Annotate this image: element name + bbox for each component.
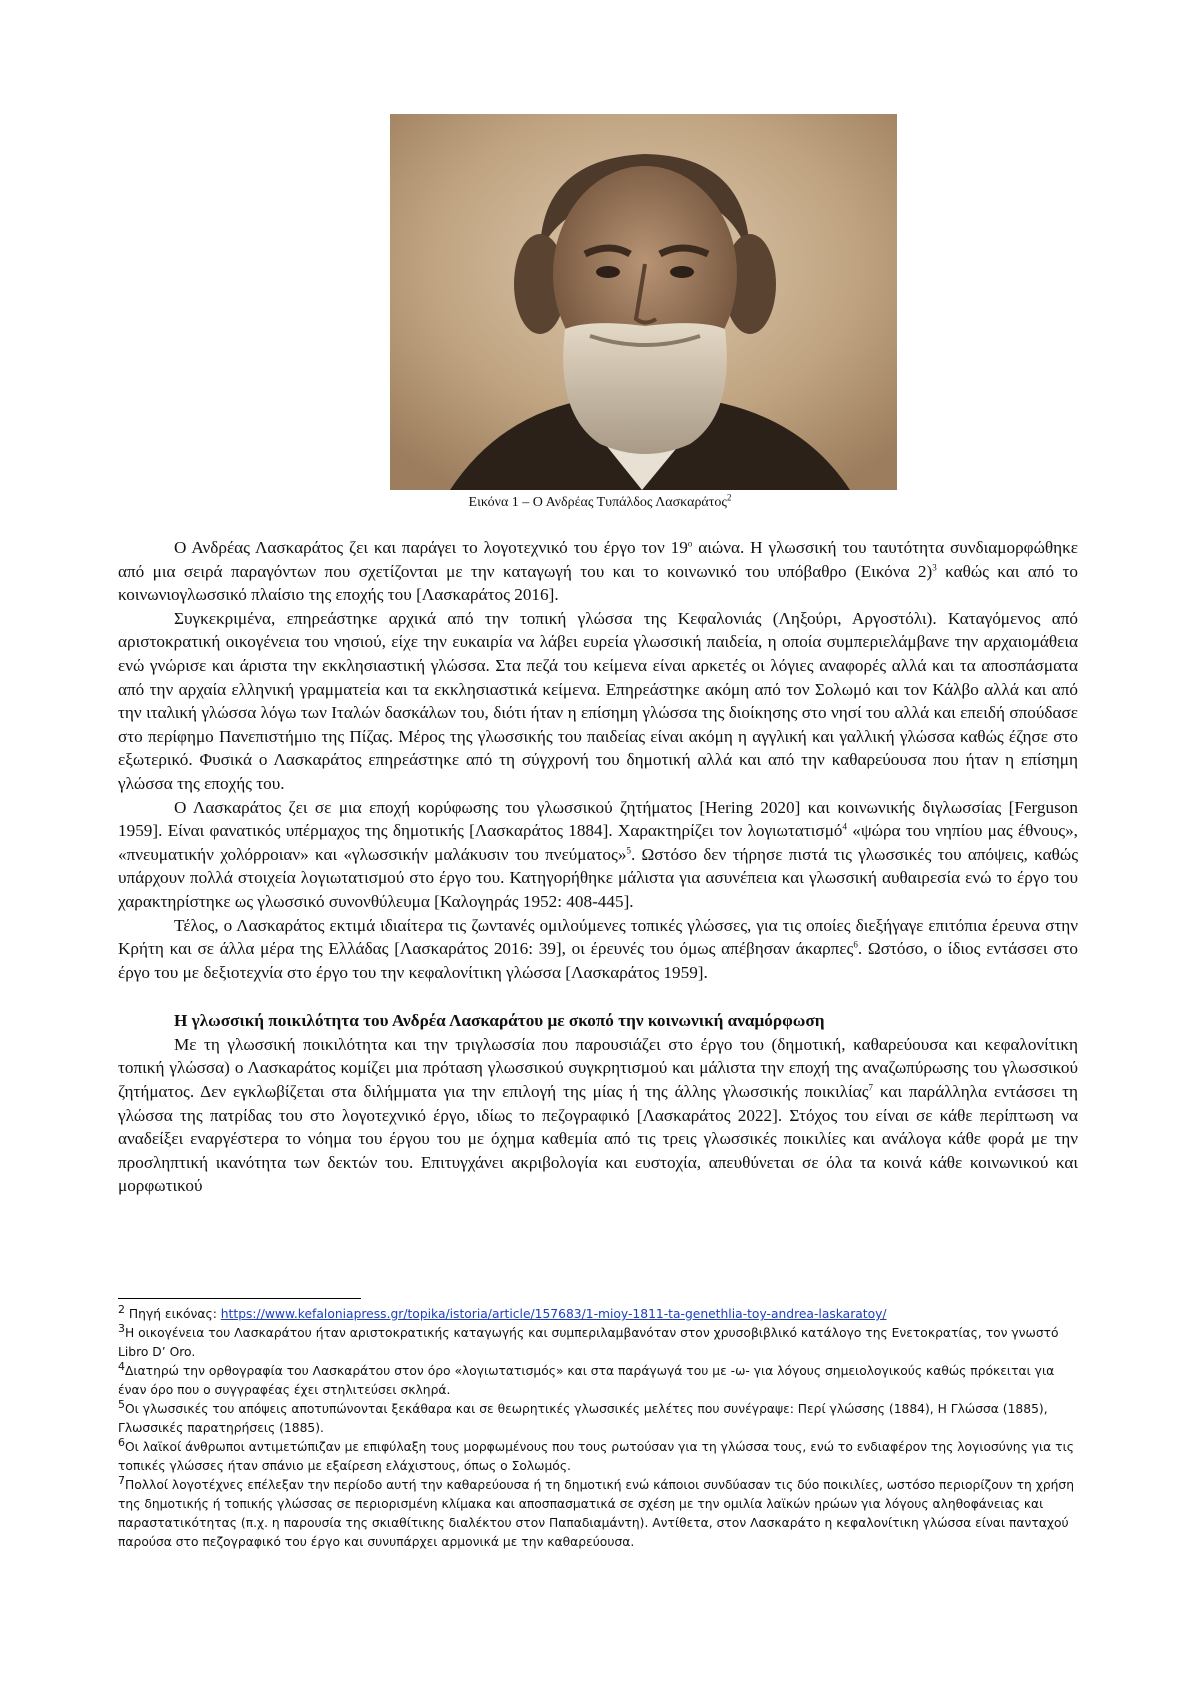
superscript: ο — [687, 538, 693, 549]
footnote-number: 4 — [118, 1359, 125, 1373]
superscript: 7 — [868, 1082, 874, 1093]
footnote-3 — [118, 1321, 1078, 1362]
text-run: Συγκεκριμένα, επηρεάστηκε αρχικά από την τοπική γλώσσα της Κεφαλονιάς (Ληξούρι, Αργοστόλι). Καταγόμενος από αριστοκρατική οικογένεια του νησιού, είχε την ευκαιρία να λάβει ευρεία γλωσσική παιδεία, η οποία συμπεριελάμβανε την αρχαιομάθεια ενώ γνώρισε και άριστα την εκκλησιαστική γλώσσα. Στα πεζά του κείμενα είναι αρκετές οι λόγιες αναφορές αλλά και τα αποσπάσματα από την αρχαία ελληνική γραμματεία και τα εκκλησιαστικά κείμενα. Επηρεάστηκε ακόμη από τον Σολωμό και τον Κάλβο αλλά και από την ιταλική γλώσσα λόγω των Ιταλών δασκάλων του, διότι ήταν η επίσημη γλώσσα της διοίκησης στο νησί του αλλά και επειδή σπούδασε στο περίφημο Πανεπιστήμιο της Πίζας. Μέρος της γλωσσικής του παιδείας είναι ακόμη η αγγλική και γαλλική γλώσσα καθώς έζησε στο εξωτερικό. Φυσικά ο Λασκαράτος επηρεάστηκε από τη σύγχρονή του δημοτική αλλά και από την καθαρεύουσα που ήταν η επίσημη γλώσσα της εποχής του. — [118, 608, 1078, 793]
footnote-4 — [118, 1359, 1078, 1400]
article-body — [118, 536, 1078, 1198]
figure-caption-footnote-ref: 2 — [726, 492, 732, 503]
paragraph-3 — [118, 796, 1078, 914]
footnote-6 — [118, 1435, 1078, 1476]
paragraph-2 — [118, 607, 1078, 796]
text-run: Ο Ανδρέας Λασκαράτος ζει και παράγει το λογοτεχνικό του έργο τον 19 — [174, 538, 688, 557]
footnote-number: 6 — [118, 1435, 125, 1449]
footnote-text: Οι λαϊκοί άνθρωποι αντιμετώπιζαν με επιφύλαξη τους μορφωμένους που τους ρωτούσαν για τη γλώσσα τους, ενώ το ενδιαφέρον της λογιοσύνης για τις τοπικές γλώσσες ήταν σπάνιο με εξαίρεση ελάχιστους, όπως ο Σολωμός. — [118, 1440, 1074, 1473]
text-run: αιώνα. Η γλωσσική του ταυτότητα συνδιαμορφώθηκε από μια σειρά παραγόντων που σχετίζονται με την καταγωγή του και το κοινωνικό του υπόβαθρο (Εικόνα 2) — [118, 538, 1078, 581]
text-run: Με τη γλωσσική ποικιλότητα και την τριγλωσσία που παρουσιάζει στο έργο του (δημοτική, καθαρεύουσα και κεφαλονίτικη τοπική γλώσσα) ο Λασκαράτος κομίζει μια πρόταση γλωσσικού συγκρητισμού και μάλιστα την εποχή της αναζωπύρωσης του γλωσσικού ζητήματος. Δεν εγκλωβίζεται στα διλήμματα για την επιλογή της μίας ή της άλλης γλωσσικής ποικιλίας — [118, 1034, 1078, 1102]
footnote-number: 5 — [118, 1397, 125, 1411]
portrait-figure — [390, 114, 897, 490]
footnote-number: 3 — [118, 1321, 125, 1335]
footnote-text: Η οικογένεια του Λασκαράτου ήταν αριστοκρατικής καταγωγής και συμπεριλαμβανόταν στον χρυσοβιβλικό κατάλογο της Ενετοκρατίας, τον γνωστό Libro D’ Oro. — [118, 1326, 1059, 1359]
footnote-text: Οι γλωσσικές του απόψεις αποτυπώνονται ξεκάθαρα και σε θεωρητικές γλωσσικές μελέτες που συνέγραψε: Περί γλώσσης (1884), Η Γλώσσα (1885), Γλωσσικές παρατηρήσεις (1885). — [118, 1402, 1048, 1435]
superscript: 4 — [842, 821, 847, 832]
figure-caption-text: Εικόνα 1 – Ο Ανδρέας Τυπάλδος Λασκαράτος — [468, 495, 727, 510]
footnote-rule — [118, 1298, 361, 1299]
footnote-5 — [118, 1397, 1078, 1438]
text-run: Ο Λασκαράτος ζει σε μια εποχή κορύφωσης του γλωσσικού ζητήματος [Hering 2020] και κοινωνικής διγλωσσίας [Ferguson 1959]. Είναι φανατικός υπέρμαχος της δημοτικής [Λασκαράτος 1884]. Χαρακτηρίζει τον λογιωτατισμό — [118, 797, 1078, 841]
paragraph-4 — [118, 914, 1078, 985]
text-run: Τέλος, ο Λασκαράτος εκτιμά ιδιαίτερα τις ζωντανές ομιλούμενες τοπικές γλώσσες, για τις οποίες διεξήγαγε επιτόπια έρευνα στην Κρήτη και σε άλλα μέρα της Ελλάδας [Λασκαράτος 2016: 39], οι έρευνές του όμως απέβησαν άκαρπες — [118, 915, 1078, 959]
footnote-number: 7 — [118, 1473, 125, 1487]
superscript: 3 — [932, 561, 937, 572]
text-run: και παράλληλα εντάσσει τη γλώσσα της πατρίδας του στο λογοτεχνικό έργο, ιδίως το πεζογραφικό [Λασκαράτος 2022]. Στόχος του είναι σε κάθε περίπτωση να αναδείξει εναργέστερα το νόημα του έργου του με όχημα καθεμία από τις τρεις γλωσσικές ποικιλίες και ανάλογα κάθε φορά με την προσληπτική ικανότητα των δεκτών του. Επιτυγχάνει ακριβολογία και ευστοχία, απευθύνεται σε όλα τα κοινά κάθε κοινωνικού και μορφωτικού — [118, 1082, 1078, 1196]
superscript: 6 — [853, 939, 858, 950]
portrait-image — [390, 114, 897, 490]
section-heading: Η γλωσσική ποικιλότητα του Ανδρέα Λασκαράτου με σκοπό την κοινωνική αναμόρφωση — [174, 1011, 825, 1031]
footnote-link[interactable]: https://www.kefaloniapress.gr/topika/istoria/article/157683/1-mioy-1811-ta-genethlia-toy-andrea-laskaratoy/ — [220, 1307, 887, 1321]
footnotes — [118, 1302, 1078, 1552]
text-run: . Ωστόσο δεν τήρησε πιστά τις γλωσσικές του απόψεις, καθώς υπάρχουν πολλά στοιχεία λογιωτατισμού στο έργο του. Κατηγορήθηκε μάλιστα για ασυνέπεια και γλωσσική αυθαιρεσία ενώ το έργο του χαρακτηρίστηκε ως γλωσσικό συνονθύλευμα [Καλογηράς 1952: 408-445]. — [118, 844, 1079, 911]
text-run: . Ωστόσο, ο ίδιος εντάσσει στο έργο του με δεξιοτεχνία στο έργο του την κεφαλονίτικη γλώσσα [Λασκαράτος 1959]. — [118, 939, 1078, 982]
paragraph-1 — [118, 536, 1078, 607]
superscript: 5 — [626, 844, 631, 855]
footnote-text: Πηγή εικόνας: — [125, 1307, 221, 1321]
footnote-number: 2 — [118, 1302, 125, 1316]
figure-caption — [0, 494, 1200, 512]
text-run: καθώς και από το κοινωνιογλωσσικό πλαίσιο της εποχής του [Λασκαράτος 2016]. — [118, 561, 1078, 605]
text-run: «ψώρα του νηπίου μας έθνους», «πνευματικήν χολόρροιαν» και «γλωσσικήν μαλάκυσιν του πνεύματος» — [118, 821, 1078, 864]
footnote-7 — [118, 1473, 1078, 1552]
footnote-2 — [118, 1302, 1078, 1324]
intro-paragraphs — [118, 536, 1078, 984]
footnote-text: Πολλοί λογοτέχνες επέλεξαν την περίοδο αυτή την καθαρεύουσα ή τη δημοτική ενώ κάποιοι συνδύασαν τις δύο ποικιλίες, ωστόσο περιορίζουν τη χρήση της δημοτικής ή τοπικής γλώσσας σε περιορισμένη κλίμακα και αποσπασματικά σε σχέση με την ομιλία λαϊκών ηρώων για λόγους αληθοφάνειας και παραστατικότητας (π.χ. η παρουσία της σκιαθίτικης διαλέκτου στον Παπαδιαμάντη). Αντίθετα, στον Λασκαράτο η κεφαλονίτικη γλώσσα είναι πανταχού παρούσα στο πεζογραφικό του έργο και συνυπάρχει αρμονικά με την καθαρεύουσα. — [118, 1478, 1075, 1549]
footnote-text: Διατηρώ την ορθογραφία του Λασκαράτου στον όρο «λογιωτατισμός» και στα παράγωγά του με -ω- για λόγους σημειολογικούς καθώς πρόκειται για έναν όρο που ο συγγραφέας έχει στηλιτεύσει σκληρά. — [118, 1364, 1055, 1397]
section-paragraph-container — [118, 1033, 1078, 1198]
section-paragraph — [118, 1033, 1078, 1198]
